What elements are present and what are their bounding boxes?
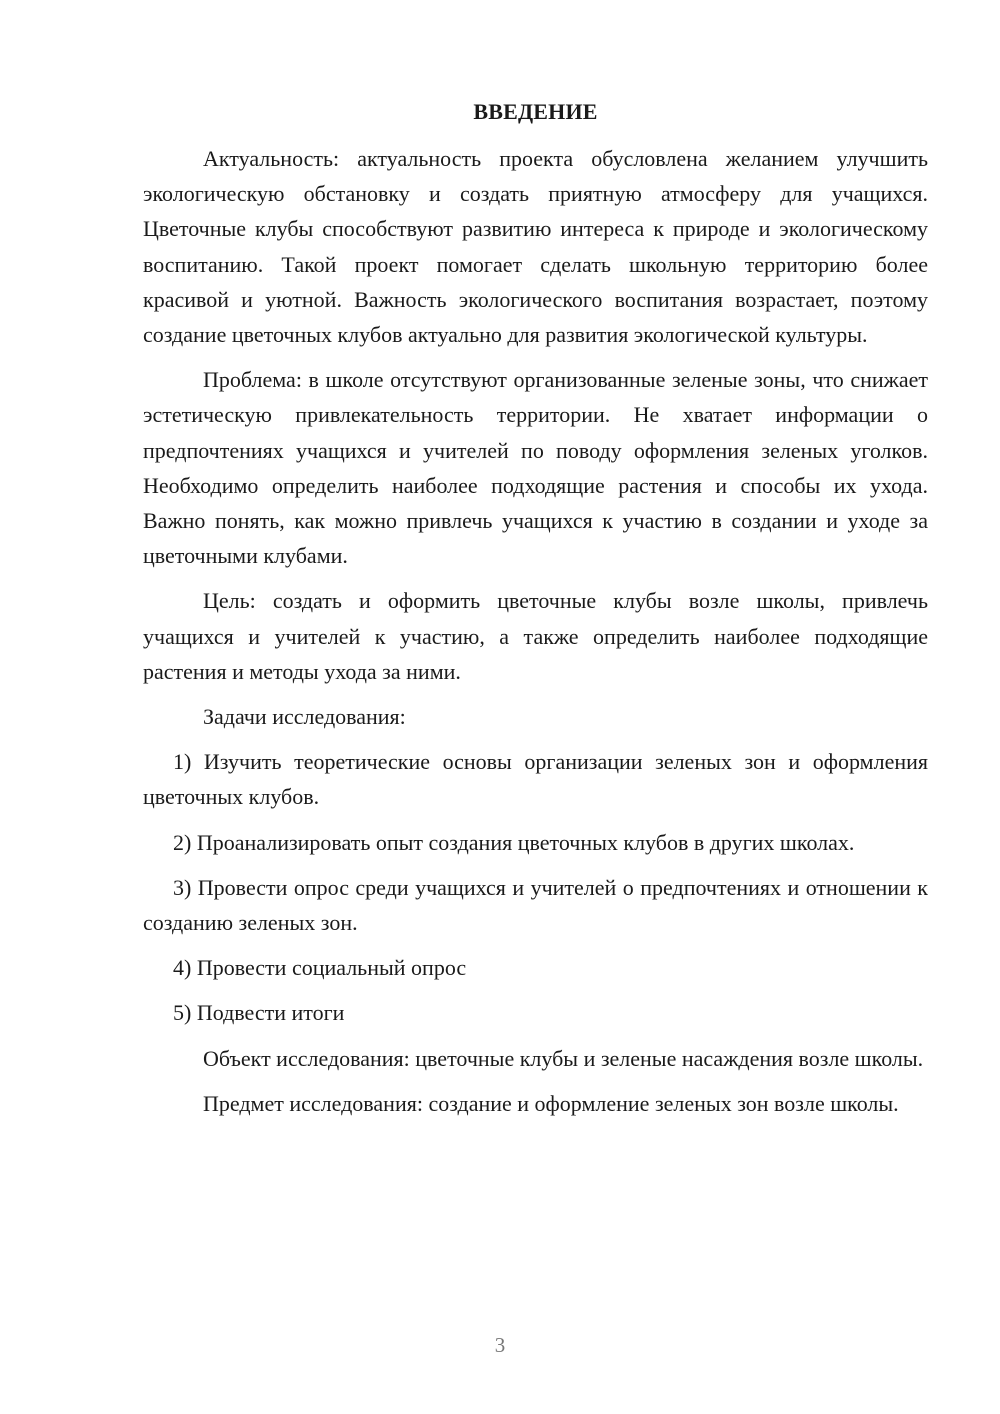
task-item-4: 4) Провести социальный опрос: [173, 955, 467, 981]
page-number: 3: [494, 1333, 506, 1357]
tasks-heading: Задачи исследования:: [203, 704, 406, 730]
object-paragraph: Объект исследования: цветочные клубы и зеленые насаждения возле школы.: [203, 1045, 924, 1071]
problem-paragraph: Проблема: в школе отсутствуют организованные зеленые зоны, что снижает эстетическую привлекательность территории. Не хватает информации о предпочтениях учащихся и учителей по поводу оформления зеленых уголков. Необходимо определить наиболее подходящие растения и способы их ухода. Важно понять, как можно привлечь учащихся к участию в создании и уходе за цветочными клубами.: [143, 367, 928, 569]
relevance-paragraph: Актуальность: актуальность проекта обусловлена желанием улучшить экологическую обстановку и создать приятную атмосферу для учащихся. Цветочные клубы способствуют развитию интереса к природе и экологическому воспитанию. Такой проект помогает сделать школьную территорию более красивой и уютной. Важность экологического воспитания возрастает, поэтому создание цветочных клубов актуально для развития экологической культуры.: [143, 146, 928, 348]
subject-paragraph: Предмет исследования: создание и оформление зеленых зон возле школы.: [203, 1090, 899, 1116]
task-item-2: 2) Проанализировать опыт создания цветочных клубов в других школах.: [173, 829, 855, 855]
document-body: [143, 94, 928, 1131]
task-item-1: 1) Изучить теоретические основы организации зеленых зон и оформления цветочных клубов.: [143, 749, 928, 810]
goal-paragraph: Цель: создать и оформить цветочные клубы возле школы, привлечь учащихся и учителей к участию, а также определить наиболее подходящие растения и методы ухода за ними.: [143, 588, 928, 684]
task-item-3: 3) Провести опрос среди учащихся и учителей о предпочтениях и отношении к созданию зеленых зон.: [143, 874, 928, 936]
section-title: ВВЕДЕНИЕ: [473, 99, 598, 124]
task-item-5: 5) Подвести итоги: [173, 1000, 345, 1026]
